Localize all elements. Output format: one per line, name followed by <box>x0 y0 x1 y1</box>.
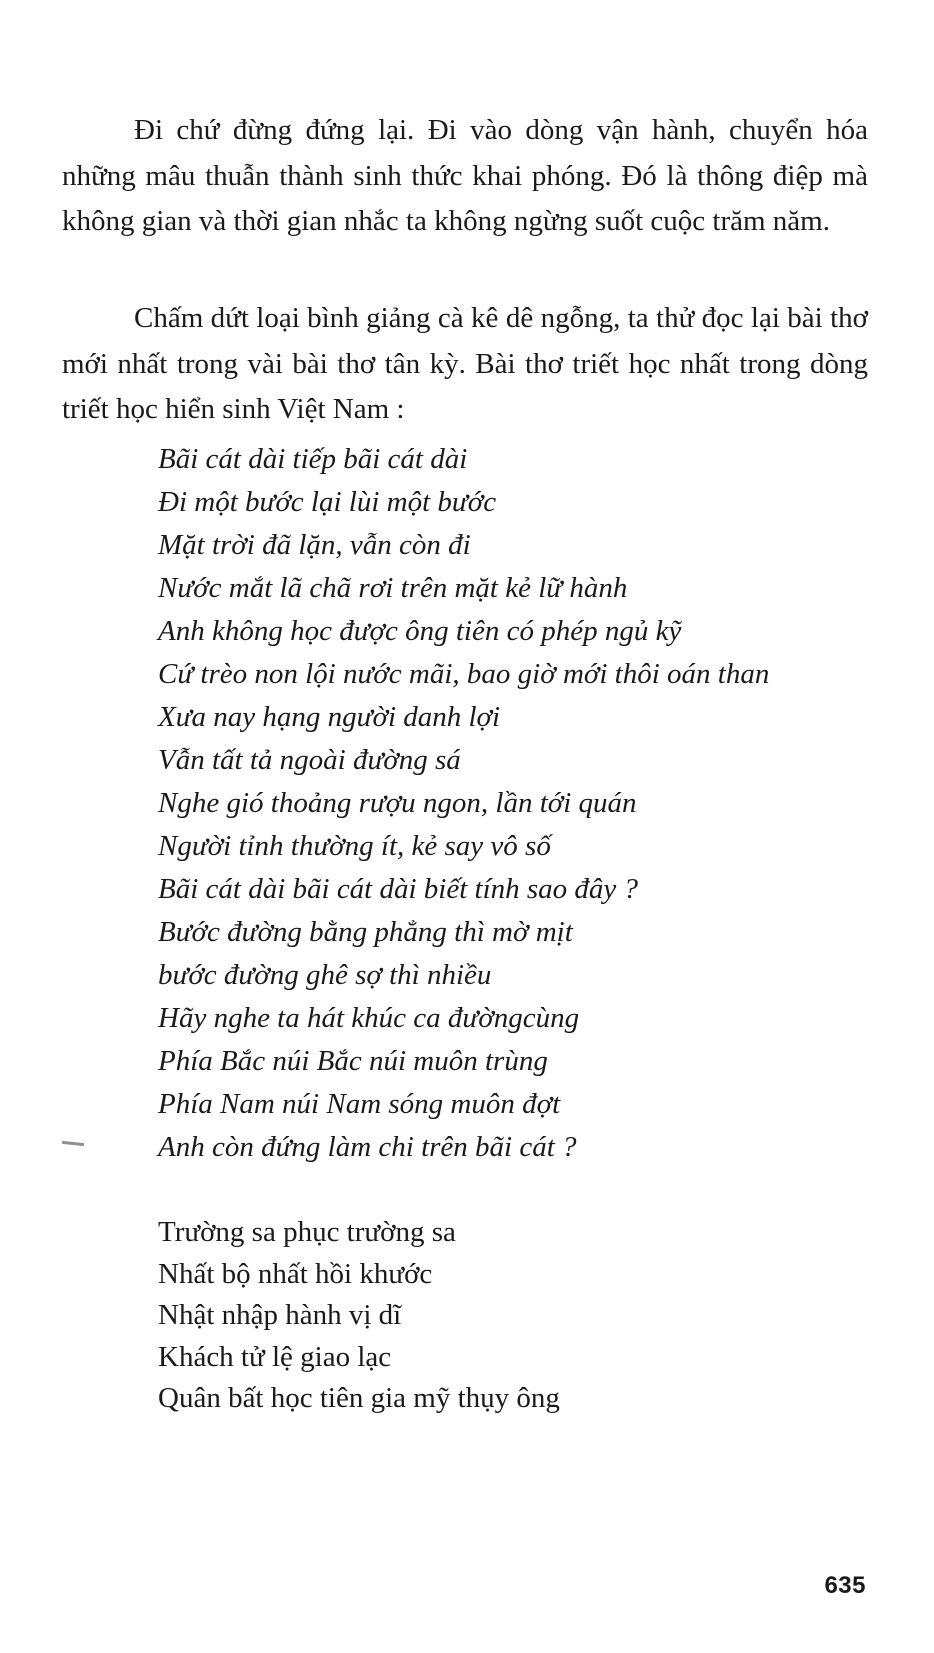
scan-mark <box>62 1141 84 1146</box>
poem-line: Nghe gió thoảng rượu ngon, lần tới quán <box>158 787 637 819</box>
poem-line: Nhất bộ nhất hồi khước <box>158 1257 433 1290</box>
paragraph-2 <box>62 296 868 433</box>
poem-line: Phía Bắc núi Bắc núi muôn trùng <box>158 1045 548 1077</box>
poem-line: Vẫn tất tả ngoài đường sá <box>158 744 461 776</box>
poem-line: Anh không học được ông tiên có phép ngủ kỹ <box>158 615 682 647</box>
poem-line: Xưa nay hạng người danh lợi <box>158 701 501 733</box>
paragraph-2-text: Chấm dứt loại bình giảng cà kê dê ngỗng, ta thử đọc lại bài thơ mới nhất trong vài bài thơ tân kỳ. Bài thơ triết học nhất trong dòng triết học hiển sinh Việt Nam : <box>62 302 868 425</box>
poem-line: Nhật nhập hành vị dĩ <box>158 1299 402 1331</box>
page-number: 635 <box>824 1572 866 1599</box>
poem-line: Người tỉnh thường ít, kẻ say vô số <box>158 830 551 862</box>
poem-line: Bãi cát dài tiếp bãi cát dài <box>158 443 468 475</box>
poem-han-viet <box>158 1212 878 1420</box>
poem-line: Đi một bước lại lùi một bước <box>158 486 497 518</box>
poem-line: Quân bất học tiên gia mỹ thụy ông <box>158 1382 560 1414</box>
poem-line: Cứ trèo non lội nước mãi, bao giờ mới thôi oán than <box>158 658 770 690</box>
poem-line: Khách tử lệ giao lạc <box>158 1340 392 1373</box>
poem-line: Anh còn đứng làm chi trên bãi cát ? <box>158 1131 577 1163</box>
paragraph-1-text: Đi chứ đừng đứng lại. Đi vào dòng vận hành, chuyển hóa những mâu thuẫn thành sinh thức khai phóng. Đó là thông điệp mà không gian và thời gian nhắc ta không ngừng suốt cuộc trăm năm. <box>62 114 868 237</box>
poem-line: bước đường ghê sợ thì nhiều <box>158 959 492 991</box>
poem-line: Phía Nam núi Nam sóng muôn đợt <box>158 1088 561 1120</box>
poem-line: Bãi cát dài bãi cát dài biết tính sao đây ? <box>158 873 639 905</box>
poem-line: Mặt trời đã lặn, vẫn còn đi <box>158 529 471 561</box>
poem-vietnamese <box>158 438 878 1169</box>
poem-line: Trường sa phục trường sa <box>158 1216 456 1248</box>
poem-line: Hãy nghe ta hát khúc ca đườngcùng <box>158 1002 580 1034</box>
paragraph-1 <box>62 108 868 245</box>
poem-line: Nước mắt lã chã rơi trên mặt kẻ lữ hành <box>158 572 628 604</box>
poem-line: Bước đường bằng phẳng thì mờ mịt <box>158 916 573 948</box>
